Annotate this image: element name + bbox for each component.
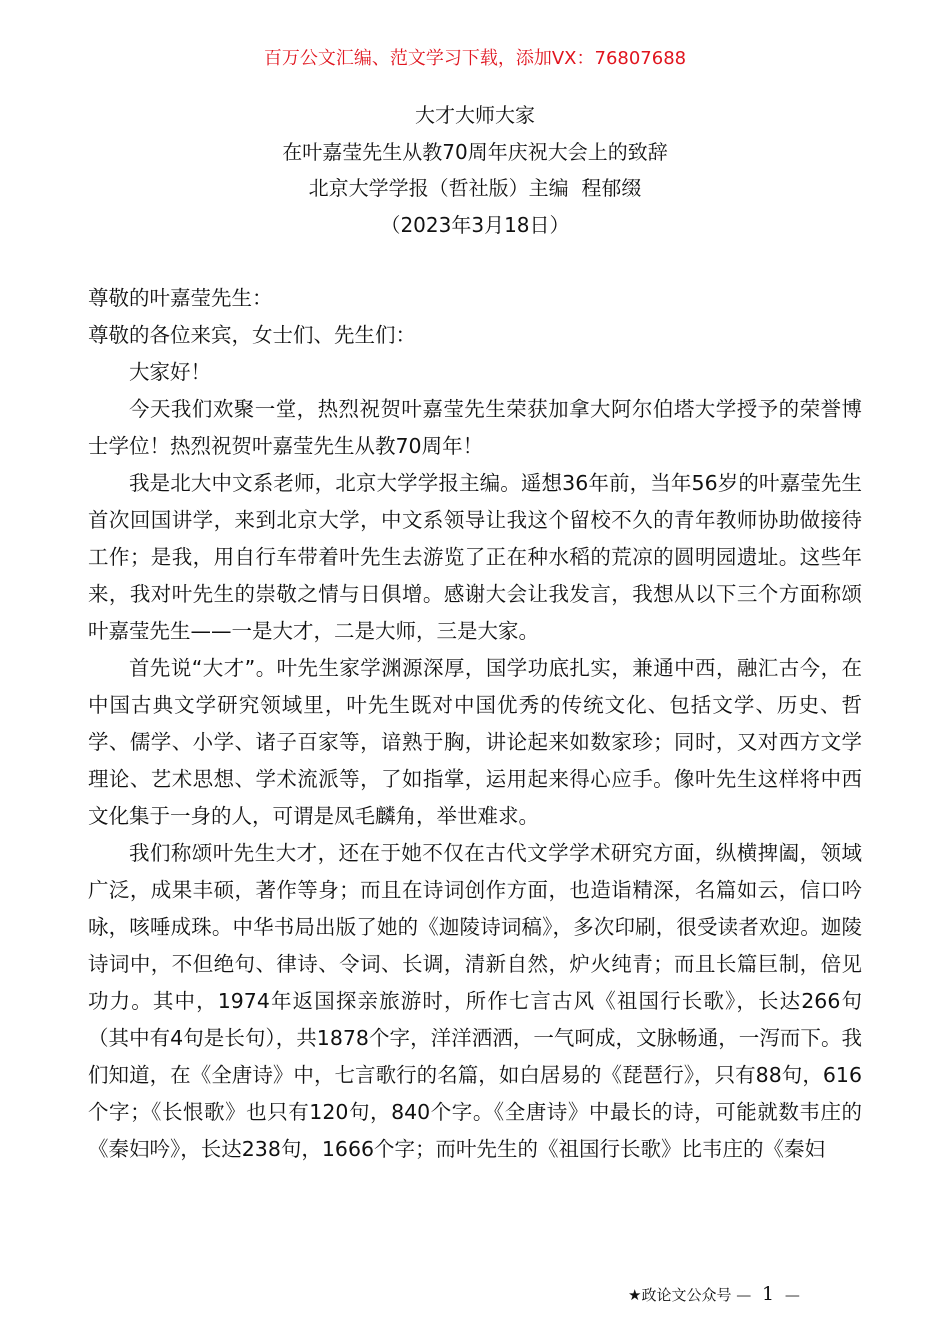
footer-dash-left: — xyxy=(736,1286,752,1304)
document-title: 大才大师大家 xyxy=(415,103,535,127)
document-author: 北京大学学报（哲社版）主编 程郁缀 xyxy=(308,176,642,200)
paragraph-poetry-works: 我们称颂叶先生大才，还在于她不仅在古代文学学术研究方面，纵横捭阖，领域广泛，成果丰硕，著作等身；而且在诗词创作方面，也造诣精深，名篇如云，信口吟咏，咳唾成珠。中华书局出版了她的《迦陵诗词稿》，多次印刷，很受读者欢迎。迦陵诗词中，不但绝句、律诗、令词、长调，清新自然，炉火纯青；而且长篇巨制，倍见功力。其中，1974年返国探亲旅游时，所作七言古风《祖国行长歌》，长达266句（其中有4句是长句），共1878个字，洋洋洒洒，一气呵成，文脉畅通，一泻而下。我们知道，在《全唐诗》中，七言歌行的名篇，如白居易的《琵琶行》，只有88句，616个字；《长恨歌》也只有120句，840个字。《全唐诗》中最长的诗，可能就数韦庄的《秦妇吟》，长达238句，1666个字；而叶先生的《祖国行长歌》比韦庄的《秦妇 xyxy=(88,841,862,1161)
paragraph-greeting: 大家好！ xyxy=(129,360,211,384)
paragraph-congratulations: 今天我们欢聚一堂，热烈祝贺叶嘉莹先生荣获加拿大阿尔伯塔大学授予的荣誉博士学位！热烈祝贺叶嘉莹先生从教70周年！ xyxy=(88,397,862,458)
document-body xyxy=(88,280,862,1168)
page-footer xyxy=(628,1283,800,1306)
salutation-guests: 尊敬的各位来宾，女士们、先生们： xyxy=(88,323,416,347)
watermark-banner: 百万公文汇编、范文学习下载，添加VX：76807688 xyxy=(263,48,687,69)
footer-source: ★政论文公众号 xyxy=(628,1286,732,1304)
document-date: （2023年3月18日） xyxy=(380,212,570,237)
page-number: 1 xyxy=(762,1283,775,1305)
paragraph-introduction: 我是北大中文系老师，北京大学学报主编。遥想36年前，当年56岁的叶嘉莹先生首次回国讲学，来到北京大学，中文系领导让我这个留校不久的青年教师协助做接待工作；是我，用自行车带着叶先生去游览了正在种水稻的荒凉的圆明园遗址。这些年来，我对叶先生的崇敬之情与日俱增。感谢大会让我发言，我想从以下三个方面称颂叶嘉莹先生——一是大才，二是大师，三是大家。 xyxy=(88,471,862,643)
footer-dash-right: — xyxy=(784,1286,800,1304)
document-subtitle: 在叶嘉莹先生从教70周年庆祝大会上的致辞 xyxy=(282,139,668,164)
document-header xyxy=(0,97,950,243)
salutation-primary: 尊敬的叶嘉莹先生： xyxy=(88,286,273,310)
paragraph-great-talent: 首先说“大才”。叶先生家学渊源深厚，国学功底扎实，兼通中西，融汇古今，在中国古典文学研究领域里，叶先生既对中国优秀的传统文化、包括文学、历史、哲学、儒学、小学、诸子百家等，谙熟于胸，讲论起来如数家珍；同时，又对西方文学理论、艺术思想、学术流派等，了如指掌，运用起来得心应手。像叶先生这样将中西文化集于一身的人，可谓是凤毛麟角，举世难求。 xyxy=(88,656,862,828)
